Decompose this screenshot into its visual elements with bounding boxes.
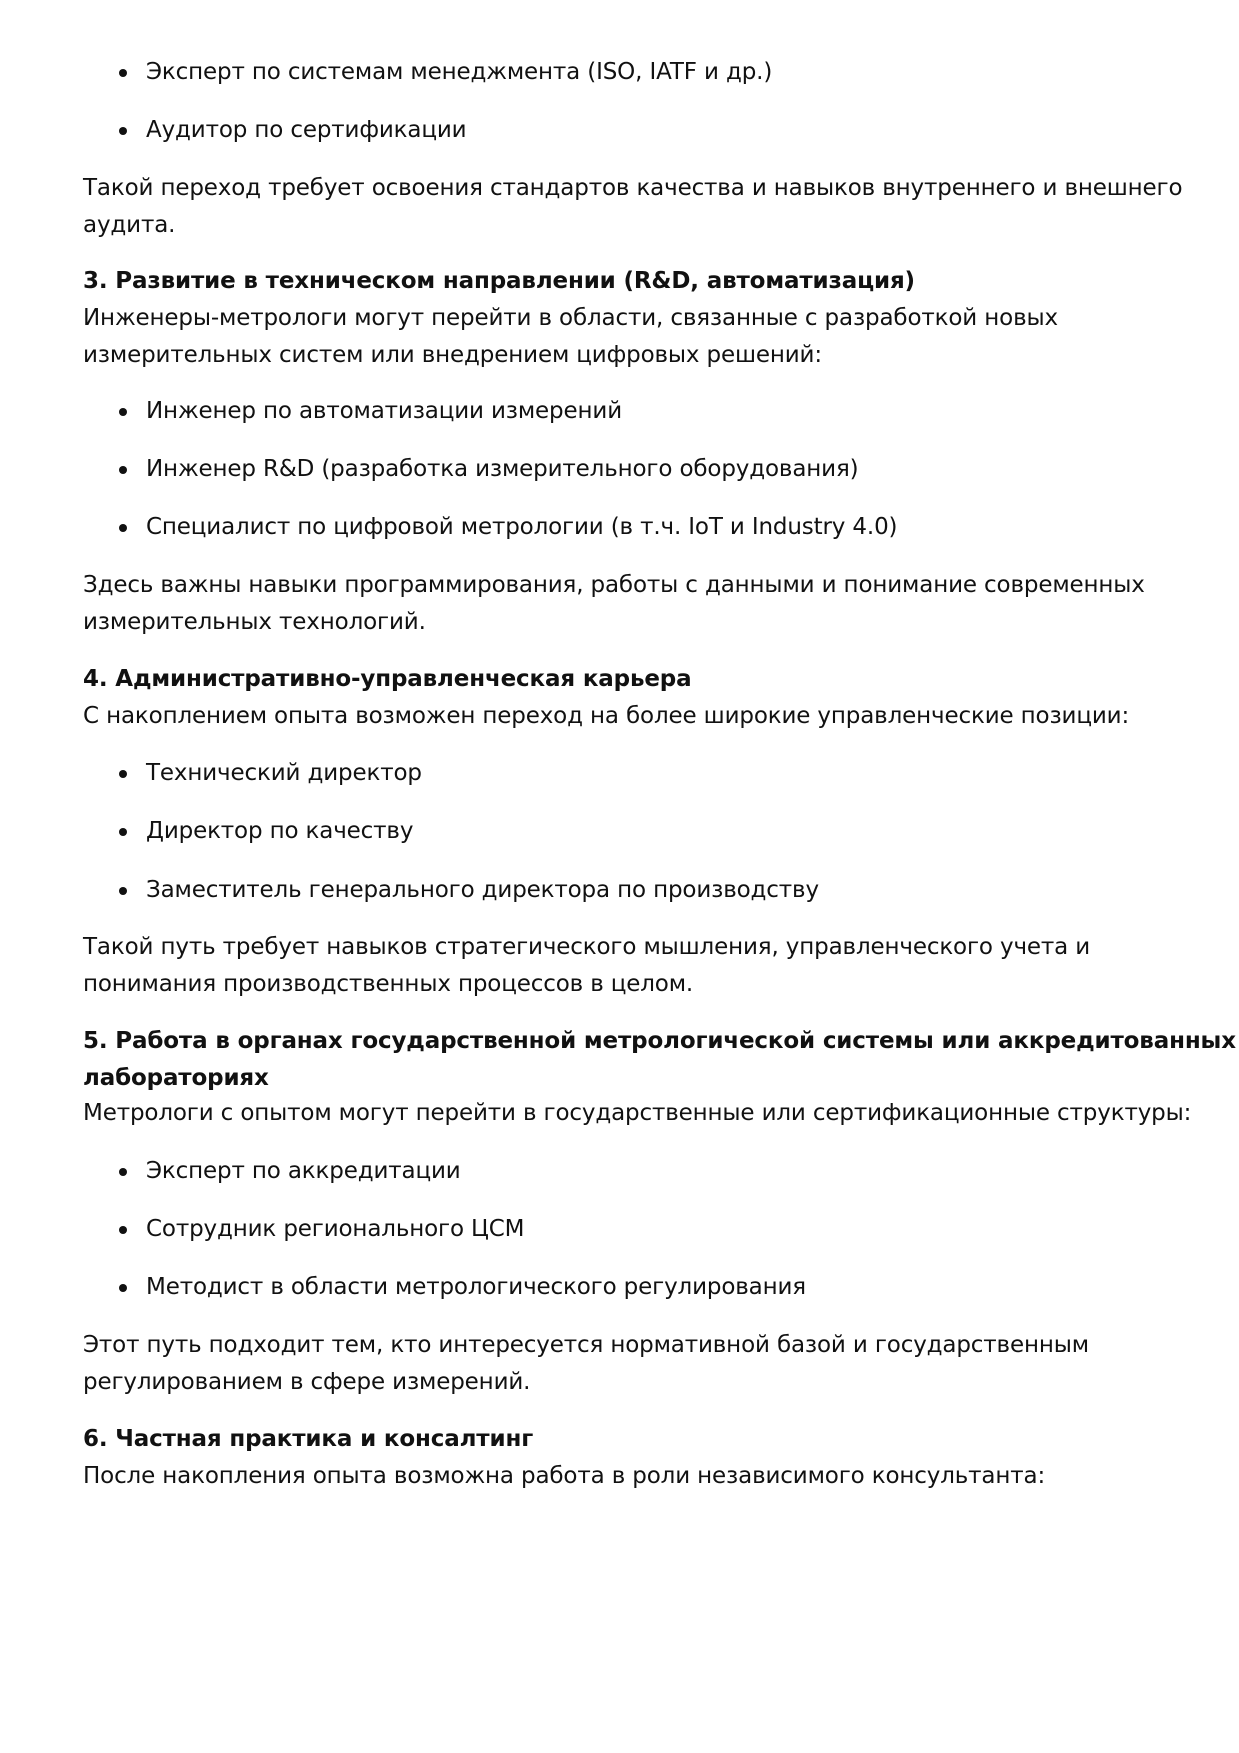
paragraph-line: измерительных технологий. xyxy=(83,609,426,635)
section-heading: 6. Частная практика и консалтинг xyxy=(83,1426,534,1452)
paragraph-line: С накоплением опыта возможен переход на более широкие управленческие позиции: xyxy=(83,703,1130,729)
paragraph-line: измерительных систем или внедрением цифровых решений: xyxy=(83,342,822,368)
bullet-icon xyxy=(119,1226,127,1234)
section-heading: 5. Работа в органах государственной метрологической системы или аккредитованных xyxy=(83,1028,1236,1054)
paragraph-line: понимания производственных процессов в целом. xyxy=(83,971,694,997)
list-item-text: Аудитор по сертификации xyxy=(146,117,467,143)
section-heading: лабораториях xyxy=(83,1065,269,1091)
bullet-icon xyxy=(119,466,127,474)
bullet-icon xyxy=(119,828,127,836)
bullet-icon xyxy=(119,524,127,532)
paragraph-line: Здесь важны навыки программирования, работы с данными и понимание современных xyxy=(83,572,1145,598)
list-item-text: Директор по качеству xyxy=(146,818,414,844)
list-item-text: Инженер по автоматизации измерений xyxy=(146,398,622,424)
list-item-text: Специалист по цифровой метрологии (в т.ч. IoT и Industry 4.0) xyxy=(146,514,898,540)
paragraph-line: Такой путь требует навыков стратегического мышления, управленческого учета и xyxy=(83,934,1091,960)
bullet-icon xyxy=(119,408,127,416)
paragraph-line: регулированием в сфере измерений. xyxy=(83,1369,531,1395)
paragraph-line: аудита. xyxy=(83,212,176,238)
list-item-text: Заместитель генерального директора по производству xyxy=(146,877,819,903)
list-item-text: Эксперт по аккредитации xyxy=(146,1158,461,1184)
paragraph-line: Метрологи с опытом могут перейти в государственные или сертификационные структуры: xyxy=(83,1100,1192,1126)
list-item-text: Сотрудник регионального ЦСМ xyxy=(146,1216,525,1242)
section-heading: 3. Развитие в техническом направлении (R&D, автоматизация) xyxy=(83,268,915,294)
bullet-icon xyxy=(119,1284,127,1292)
bullet-icon xyxy=(119,1168,127,1176)
section-heading: 4. Административно-управленческая карьера xyxy=(83,666,692,692)
paragraph-line: После накопления опыта возможна работа в роли независимого консультанта: xyxy=(83,1463,1046,1489)
bullet-icon xyxy=(119,127,127,135)
list-item-text: Инженер R&D (разработка измерительного оборудования) xyxy=(146,456,859,482)
bullet-icon xyxy=(119,770,127,778)
bullet-icon xyxy=(119,887,127,895)
paragraph-line: Такой переход требует освоения стандартов качества и навыков внутреннего и внешнего xyxy=(83,175,1183,201)
paragraph-line: Инженеры-метрологи могут перейти в области, связанные с разработкой новых xyxy=(83,305,1058,331)
list-item-text: Методист в области метрологического регулирования xyxy=(146,1274,806,1300)
bullet-icon xyxy=(119,69,127,77)
list-item-text: Эксперт по системам менеджмента (ISO, IATF и др.) xyxy=(146,59,773,85)
paragraph-line: Этот путь подходит тем, кто интересуется нормативной базой и государственным xyxy=(83,1332,1089,1358)
list-item-text: Технический директор xyxy=(146,760,422,786)
